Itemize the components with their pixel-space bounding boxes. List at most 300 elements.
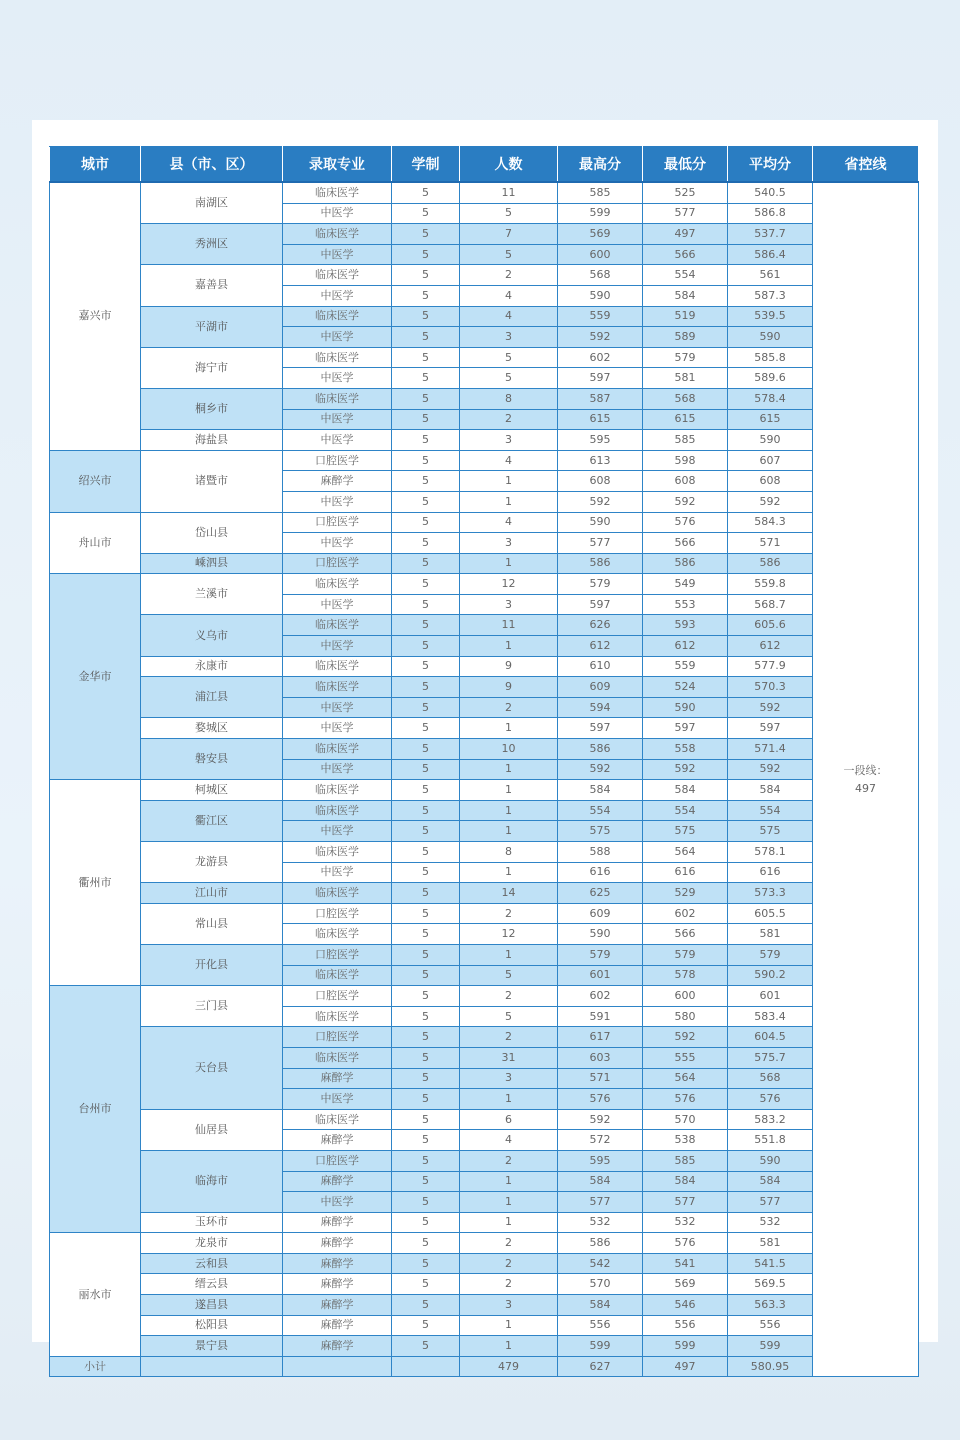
duration-cell: 5: [392, 1047, 460, 1068]
avg-score-cell: 541.5: [728, 1253, 813, 1274]
max-score-cell: 572: [558, 1130, 643, 1151]
count-cell: 1: [460, 1336, 558, 1357]
count-cell: 1: [460, 636, 558, 657]
table-body: [50, 182, 919, 1377]
max-score-cell: 554: [558, 800, 643, 821]
county-cell: 浦江县: [141, 677, 283, 718]
county-cell: 玉环市: [141, 1212, 283, 1233]
max-score-cell: 615: [558, 409, 643, 430]
max-score-cell: 597: [558, 718, 643, 739]
max-score-cell: 595: [558, 430, 643, 451]
duration-cell: 5: [392, 368, 460, 389]
major-cell: 中医学: [283, 533, 392, 554]
county-cell: 磐安县: [141, 739, 283, 780]
major-cell: 临床医学: [283, 965, 392, 986]
admission-table: [49, 146, 919, 1377]
header-max: 最高分: [558, 147, 643, 183]
avg-score-cell: 585.8: [728, 347, 813, 368]
max-score-cell: 587: [558, 388, 643, 409]
max-score-cell: 586: [558, 1233, 643, 1254]
count-cell: 1: [460, 1212, 558, 1233]
max-score-cell: 575: [558, 821, 643, 842]
count-cell: 4: [460, 306, 558, 327]
subtotal-avg: 580.95: [728, 1356, 813, 1377]
max-score-cell: 592: [558, 1109, 643, 1130]
table-row: [50, 739, 919, 760]
duration-cell: 5: [392, 1109, 460, 1130]
duration-cell: 5: [392, 533, 460, 554]
count-cell: 8: [460, 842, 558, 863]
table-row: [50, 780, 919, 801]
max-score-cell: 613: [558, 450, 643, 471]
duration-cell: 5: [392, 759, 460, 780]
city-cell: 金华市: [50, 574, 141, 780]
min-score-cell: 577: [643, 1192, 728, 1213]
count-cell: 5: [460, 203, 558, 224]
duration-cell: 5: [392, 842, 460, 863]
major-cell: 临床医学: [283, 677, 392, 698]
subtotal-major-empty: [283, 1356, 392, 1377]
count-cell: 2: [460, 1233, 558, 1254]
min-score-cell: 592: [643, 759, 728, 780]
min-score-cell: 554: [643, 800, 728, 821]
avg-score-cell: 586: [728, 553, 813, 574]
min-score-cell: 576: [643, 1089, 728, 1110]
max-score-cell: 595: [558, 1150, 643, 1171]
count-cell: 1: [460, 1315, 558, 1336]
county-cell: 永康市: [141, 656, 283, 677]
table-row: [50, 574, 919, 595]
duration-cell: 5: [392, 903, 460, 924]
max-score-cell: 556: [558, 1315, 643, 1336]
major-cell: 中医学: [283, 203, 392, 224]
table-row: [50, 1315, 919, 1336]
table-row: [50, 883, 919, 904]
count-cell: 12: [460, 574, 558, 595]
min-score-cell: 559: [643, 656, 728, 677]
duration-cell: 5: [392, 244, 460, 265]
table-row: [50, 1150, 919, 1171]
major-cell: 中医学: [283, 244, 392, 265]
major-cell: 麻醉学: [283, 1295, 392, 1316]
table-row: [50, 1253, 919, 1274]
duration-cell: 5: [392, 739, 460, 760]
count-cell: 1: [460, 944, 558, 965]
duration-cell: 5: [392, 821, 460, 842]
min-score-cell: 581: [643, 368, 728, 389]
table-row: [50, 265, 919, 286]
major-cell: 临床医学: [283, 306, 392, 327]
major-cell: 临床医学: [283, 224, 392, 245]
duration-cell: 5: [392, 718, 460, 739]
avg-score-cell: 590.2: [728, 965, 813, 986]
county-cell: 衢江区: [141, 800, 283, 841]
major-cell: 临床医学: [283, 739, 392, 760]
major-cell: 麻醉学: [283, 1212, 392, 1233]
avg-score-cell: 575.7: [728, 1047, 813, 1068]
major-cell: 中医学: [283, 636, 392, 657]
major-cell: 中医学: [283, 862, 392, 883]
table-row: [50, 656, 919, 677]
count-cell: 1: [460, 553, 558, 574]
min-score-cell: 564: [643, 1068, 728, 1089]
avg-score-cell: 539.5: [728, 306, 813, 327]
avg-score-cell: 579: [728, 944, 813, 965]
major-cell: 临床医学: [283, 1006, 392, 1027]
count-cell: 5: [460, 1006, 558, 1027]
header-min: 最低分: [643, 147, 728, 183]
count-cell: 3: [460, 1295, 558, 1316]
min-score-cell: 589: [643, 327, 728, 348]
major-cell: 口腔医学: [283, 944, 392, 965]
min-score-cell: 564: [643, 842, 728, 863]
duration-cell: 5: [392, 327, 460, 348]
duration-cell: 5: [392, 430, 460, 451]
duration-cell: 5: [392, 862, 460, 883]
avg-score-cell: 584: [728, 780, 813, 801]
table-row: [50, 1233, 919, 1254]
min-score-cell: 615: [643, 409, 728, 430]
duration-cell: 5: [392, 409, 460, 430]
duration-cell: 5: [392, 1027, 460, 1048]
duration-cell: 5: [392, 594, 460, 615]
major-cell: 中医学: [283, 491, 392, 512]
count-cell: 5: [460, 965, 558, 986]
major-cell: 口腔医学: [283, 553, 392, 574]
avg-score-cell: 575: [728, 821, 813, 842]
count-cell: 3: [460, 1068, 558, 1089]
avg-score-cell: 605.5: [728, 903, 813, 924]
min-score-cell: 549: [643, 574, 728, 595]
count-cell: 9: [460, 656, 558, 677]
avg-score-cell: 586.4: [728, 244, 813, 265]
major-cell: 临床医学: [283, 780, 392, 801]
avg-score-cell: 589.6: [728, 368, 813, 389]
county-cell: 秀洲区: [141, 224, 283, 265]
count-cell: 12: [460, 924, 558, 945]
major-cell: 临床医学: [283, 388, 392, 409]
min-score-cell: 566: [643, 244, 728, 265]
duration-cell: 5: [392, 636, 460, 657]
duration-cell: 5: [392, 306, 460, 327]
table-row: [50, 182, 919, 203]
county-cell: 兰溪市: [141, 574, 283, 615]
major-cell: 中医学: [283, 430, 392, 451]
county-cell: 桐乡市: [141, 388, 283, 429]
major-cell: 麻醉学: [283, 1253, 392, 1274]
avg-score-cell: 571.4: [728, 739, 813, 760]
max-score-cell: 568: [558, 265, 643, 286]
major-cell: 临床医学: [283, 1047, 392, 1068]
control-line-cell: 一段线： 497: [813, 182, 919, 1377]
avg-score-cell: 607: [728, 450, 813, 471]
county-cell: 南湖区: [141, 182, 283, 224]
major-cell: 临床医学: [283, 842, 392, 863]
count-cell: 8: [460, 388, 558, 409]
count-cell: 4: [460, 1130, 558, 1151]
min-score-cell: 580: [643, 1006, 728, 1027]
max-score-cell: 577: [558, 1192, 643, 1213]
major-cell: 中医学: [283, 821, 392, 842]
major-cell: 麻醉学: [283, 1171, 392, 1192]
count-cell: 1: [460, 491, 558, 512]
min-score-cell: 569: [643, 1274, 728, 1295]
max-score-cell: 590: [558, 924, 643, 945]
major-cell: 口腔医学: [283, 450, 392, 471]
min-score-cell: 592: [643, 491, 728, 512]
header-control-line: 省控线: [813, 147, 919, 183]
count-cell: 2: [460, 986, 558, 1007]
count-cell: 1: [460, 1171, 558, 1192]
avg-score-cell: 556: [728, 1315, 813, 1336]
duration-cell: 5: [392, 697, 460, 718]
duration-cell: 5: [392, 1253, 460, 1274]
major-cell: 临床医学: [283, 883, 392, 904]
min-score-cell: 586: [643, 553, 728, 574]
count-cell: 3: [460, 533, 558, 554]
avg-score-cell: 605.6: [728, 615, 813, 636]
count-cell: 4: [460, 285, 558, 306]
avg-score-cell: 597: [728, 718, 813, 739]
major-cell: 中医学: [283, 1089, 392, 1110]
count-cell: 5: [460, 368, 558, 389]
major-cell: 临床医学: [283, 800, 392, 821]
table-row: [50, 842, 919, 863]
avg-score-cell: 570.3: [728, 677, 813, 698]
major-cell: 麻醉学: [283, 1315, 392, 1336]
duration-cell: 5: [392, 388, 460, 409]
count-cell: 2: [460, 1253, 558, 1274]
county-cell: 临海市: [141, 1150, 283, 1212]
count-cell: 1: [460, 862, 558, 883]
table-row: [50, 1212, 919, 1233]
duration-cell: 5: [392, 883, 460, 904]
min-score-cell: 576: [643, 512, 728, 533]
max-score-cell: 577: [558, 533, 643, 554]
max-score-cell: 584: [558, 780, 643, 801]
county-cell: 天台县: [141, 1027, 283, 1109]
min-score-cell: 593: [643, 615, 728, 636]
duration-cell: 5: [392, 677, 460, 698]
duration-cell: 5: [392, 265, 460, 286]
max-score-cell: 609: [558, 903, 643, 924]
min-score-cell: 608: [643, 471, 728, 492]
duration-cell: 5: [392, 1192, 460, 1213]
table-row: [50, 388, 919, 409]
max-score-cell: 616: [558, 862, 643, 883]
max-score-cell: 571: [558, 1068, 643, 1089]
min-score-cell: 578: [643, 965, 728, 986]
table-row: [50, 1109, 919, 1130]
duration-cell: 5: [392, 1089, 460, 1110]
subtotal-min: 497: [643, 1356, 728, 1377]
duration-cell: 5: [392, 1315, 460, 1336]
avg-score-cell: 590: [728, 430, 813, 451]
major-cell: 口腔医学: [283, 986, 392, 1007]
county-cell: 岱山县: [141, 512, 283, 553]
max-score-cell: 579: [558, 574, 643, 595]
county-cell: 诸暨市: [141, 450, 283, 512]
min-score-cell: 616: [643, 862, 728, 883]
avg-score-cell: 554: [728, 800, 813, 821]
min-score-cell: 525: [643, 182, 728, 203]
min-score-cell: 584: [643, 1171, 728, 1192]
county-cell: 柯城区: [141, 780, 283, 801]
min-score-cell: 566: [643, 533, 728, 554]
duration-cell: 5: [392, 986, 460, 1007]
duration-cell: 5: [392, 1274, 460, 1295]
header-duration: 学制: [392, 147, 460, 183]
min-score-cell: 612: [643, 636, 728, 657]
header-avg: 平均分: [728, 147, 813, 183]
major-cell: 中医学: [283, 409, 392, 430]
avg-score-cell: 568: [728, 1068, 813, 1089]
major-cell: 口腔医学: [283, 512, 392, 533]
max-score-cell: 599: [558, 1336, 643, 1357]
table-row: [50, 224, 919, 245]
avg-score-cell: 616: [728, 862, 813, 883]
county-cell: 平湖市: [141, 306, 283, 347]
subtotal-label: 小计: [50, 1356, 141, 1377]
max-score-cell: 603: [558, 1047, 643, 1068]
avg-score-cell: 599: [728, 1336, 813, 1357]
major-cell: 中医学: [283, 718, 392, 739]
major-cell: 麻醉学: [283, 1130, 392, 1151]
duration-cell: 5: [392, 1295, 460, 1316]
duration-cell: 5: [392, 347, 460, 368]
min-score-cell: 575: [643, 821, 728, 842]
county-cell: 龙游县: [141, 842, 283, 883]
min-score-cell: 584: [643, 285, 728, 306]
avg-score-cell: 592: [728, 491, 813, 512]
major-cell: 临床医学: [283, 1109, 392, 1130]
max-score-cell: 602: [558, 347, 643, 368]
major-cell: 中医学: [283, 1192, 392, 1213]
duration-cell: 5: [392, 615, 460, 636]
duration-cell: 5: [392, 574, 460, 595]
max-score-cell: 600: [558, 244, 643, 265]
avg-score-cell: 586.8: [728, 203, 813, 224]
avg-score-cell: 581: [728, 924, 813, 945]
duration-cell: 5: [392, 1130, 460, 1151]
major-cell: 麻醉学: [283, 1274, 392, 1295]
county-cell: 嘉善县: [141, 265, 283, 306]
major-cell: 口腔医学: [283, 903, 392, 924]
table-row: [50, 306, 919, 327]
major-cell: 麻醉学: [283, 1233, 392, 1254]
county-cell: 遂昌县: [141, 1295, 283, 1316]
min-score-cell: 568: [643, 388, 728, 409]
table-row: [50, 553, 919, 574]
max-score-cell: 601: [558, 965, 643, 986]
city-cell: 嘉兴市: [50, 182, 141, 450]
min-score-cell: 519: [643, 306, 728, 327]
county-cell: 江山市: [141, 883, 283, 904]
max-score-cell: 626: [558, 615, 643, 636]
duration-cell: 5: [392, 1068, 460, 1089]
count-cell: 2: [460, 697, 558, 718]
avg-score-cell: 592: [728, 759, 813, 780]
avg-score-cell: 592: [728, 697, 813, 718]
table-row: [50, 944, 919, 965]
max-score-cell: 590: [558, 512, 643, 533]
avg-score-cell: 612: [728, 636, 813, 657]
min-score-cell: 553: [643, 594, 728, 615]
min-score-cell: 602: [643, 903, 728, 924]
avg-score-cell: 590: [728, 327, 813, 348]
duration-cell: 5: [392, 1171, 460, 1192]
min-score-cell: 577: [643, 203, 728, 224]
max-score-cell: 592: [558, 491, 643, 512]
table-row: [50, 1336, 919, 1357]
count-cell: 1: [460, 780, 558, 801]
major-cell: 临床医学: [283, 265, 392, 286]
table-row: [50, 347, 919, 368]
major-cell: 麻醉学: [283, 1336, 392, 1357]
count-cell: 1: [460, 718, 558, 739]
county-cell: 开化县: [141, 944, 283, 985]
count-cell: 1: [460, 821, 558, 842]
avg-score-cell: 551.8: [728, 1130, 813, 1151]
subtotal-max: 627: [558, 1356, 643, 1377]
subtotal-duration-empty: [392, 1356, 460, 1377]
avg-score-cell: 577.9: [728, 656, 813, 677]
max-score-cell: 559: [558, 306, 643, 327]
avg-score-cell: 578.1: [728, 842, 813, 863]
avg-score-cell: 563.3: [728, 1295, 813, 1316]
avg-score-cell: 559.8: [728, 574, 813, 595]
avg-score-cell: 568.7: [728, 594, 813, 615]
max-score-cell: 592: [558, 759, 643, 780]
min-score-cell: 576: [643, 1233, 728, 1254]
county-cell: 松阳县: [141, 1315, 283, 1336]
count-cell: 1: [460, 1192, 558, 1213]
min-score-cell: 585: [643, 430, 728, 451]
max-score-cell: 588: [558, 842, 643, 863]
min-score-cell: 556: [643, 1315, 728, 1336]
count-cell: 2: [460, 265, 558, 286]
max-score-cell: 542: [558, 1253, 643, 1274]
min-score-cell: 597: [643, 718, 728, 739]
count-cell: 3: [460, 430, 558, 451]
avg-score-cell: 590: [728, 1150, 813, 1171]
avg-score-cell: 584.3: [728, 512, 813, 533]
duration-cell: 5: [392, 1150, 460, 1171]
major-cell: 麻醉学: [283, 1068, 392, 1089]
county-cell: 缙云县: [141, 1274, 283, 1295]
count-cell: 31: [460, 1047, 558, 1068]
table-row: [50, 986, 919, 1007]
max-score-cell: 579: [558, 944, 643, 965]
min-score-cell: 538: [643, 1130, 728, 1151]
max-score-cell: 594: [558, 697, 643, 718]
count-cell: 1: [460, 471, 558, 492]
min-score-cell: 529: [643, 883, 728, 904]
county-cell: 景宁县: [141, 1336, 283, 1357]
duration-cell: 5: [392, 1212, 460, 1233]
max-score-cell: 586: [558, 553, 643, 574]
major-cell: 口腔医学: [283, 1150, 392, 1171]
header-row: [50, 147, 919, 183]
county-cell: 仙居县: [141, 1109, 283, 1150]
min-score-cell: 599: [643, 1336, 728, 1357]
duration-cell: 5: [392, 800, 460, 821]
city-cell: 绍兴市: [50, 450, 141, 512]
count-cell: 7: [460, 224, 558, 245]
duration-cell: 5: [392, 1233, 460, 1254]
major-cell: 临床医学: [283, 182, 392, 203]
county-cell: 嵊泗县: [141, 553, 283, 574]
